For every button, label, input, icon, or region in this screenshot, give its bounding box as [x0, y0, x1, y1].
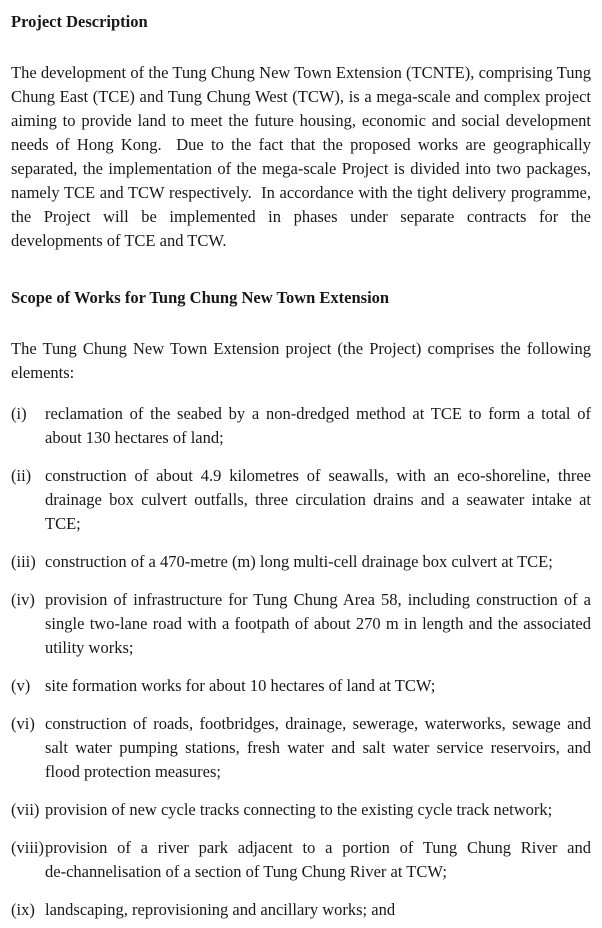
- item-marker: (v): [11, 676, 31, 695]
- item-text: landscaping, reprovisioning and ancillary works; and: [45, 900, 396, 919]
- item-text: reclamation of the seabed by a non-dredged method at TCE to form a total of about 130 hectares of land;: [45, 404, 591, 447]
- scope-item-iv: [11, 588, 591, 660]
- scope-item-iii: [11, 550, 591, 574]
- item-marker: (viii): [11, 838, 44, 857]
- project-description-paragraph: The development of the Tung Chung New Town Extension (TCNTE), comprising Tung Chung East (TCE) and Tung Chung West (TCW), is a mega-scale and complex project aiming to provide land to meet the future housing, economic and social development needs of Hong Kong. Due to the fact that the proposed works are geographically separated, the implementation of the mega-scale Project is divided into two packages, namely TCE and TCW respectively. In accordance with the tight delivery programme, the Project will be implemented in phases under separate contracts for the developments of TCE and TCW.: [11, 63, 591, 250]
- item-marker: (vii): [11, 800, 40, 819]
- scope-item-i: [11, 402, 591, 450]
- item-text: construction of a 470-metre (m) long multi-cell drainage box culvert at TCE;: [45, 552, 553, 571]
- scope-item-vi: [11, 712, 591, 784]
- scope-intro-paragraph: The Tung Chung New Town Extension project (the Project) comprises the following elements:: [11, 339, 591, 382]
- item-marker: (iii): [11, 552, 36, 571]
- scope-item-viii: [11, 836, 591, 884]
- section-heading-scope-of-works: Scope of Works for Tung Chung New Town Extension: [11, 288, 390, 307]
- item-text: provision of infrastructure for Tung Chung Area 58, including construction of a single two-lane road with a footpath of about 270 m in length and the associated utility works;: [45, 590, 591, 657]
- item-text: provision of a river park adjacent to a portion of Tung Chung River and de‑channelisation of a section of Tung Chung River at TCW;: [45, 838, 591, 881]
- item-text: construction of roads, footbridges, drainage, sewerage, waterworks, sewage and salt water pumping stations, fresh water and salt water service reservoirs, and flood protection measures;: [45, 714, 591, 781]
- scope-item-vii: [11, 798, 591, 822]
- item-text: construction of about 4.9 kilometres of seawalls, with an eco-shoreline, three drainage box culvert outfalls, three circulation drains and a seawater intake at TCE;: [45, 466, 591, 533]
- section-heading-project-description: Project Description: [11, 12, 148, 31]
- scope-of-works-list: [11, 402, 591, 922]
- scope-item-ii: [11, 464, 591, 536]
- item-marker: (ii): [11, 466, 32, 485]
- item-marker: (iv): [11, 590, 35, 609]
- item-text: provision of new cycle tracks connecting to the existing cycle track network;: [45, 800, 553, 819]
- scope-item-v: [11, 674, 591, 698]
- item-text: site formation works for about 10 hectares of land at TCW;: [45, 676, 436, 695]
- item-marker: (i): [11, 404, 27, 423]
- item-marker: (ix): [11, 900, 35, 919]
- item-marker: (vi): [11, 714, 35, 733]
- scope-item-ix: [11, 898, 591, 922]
